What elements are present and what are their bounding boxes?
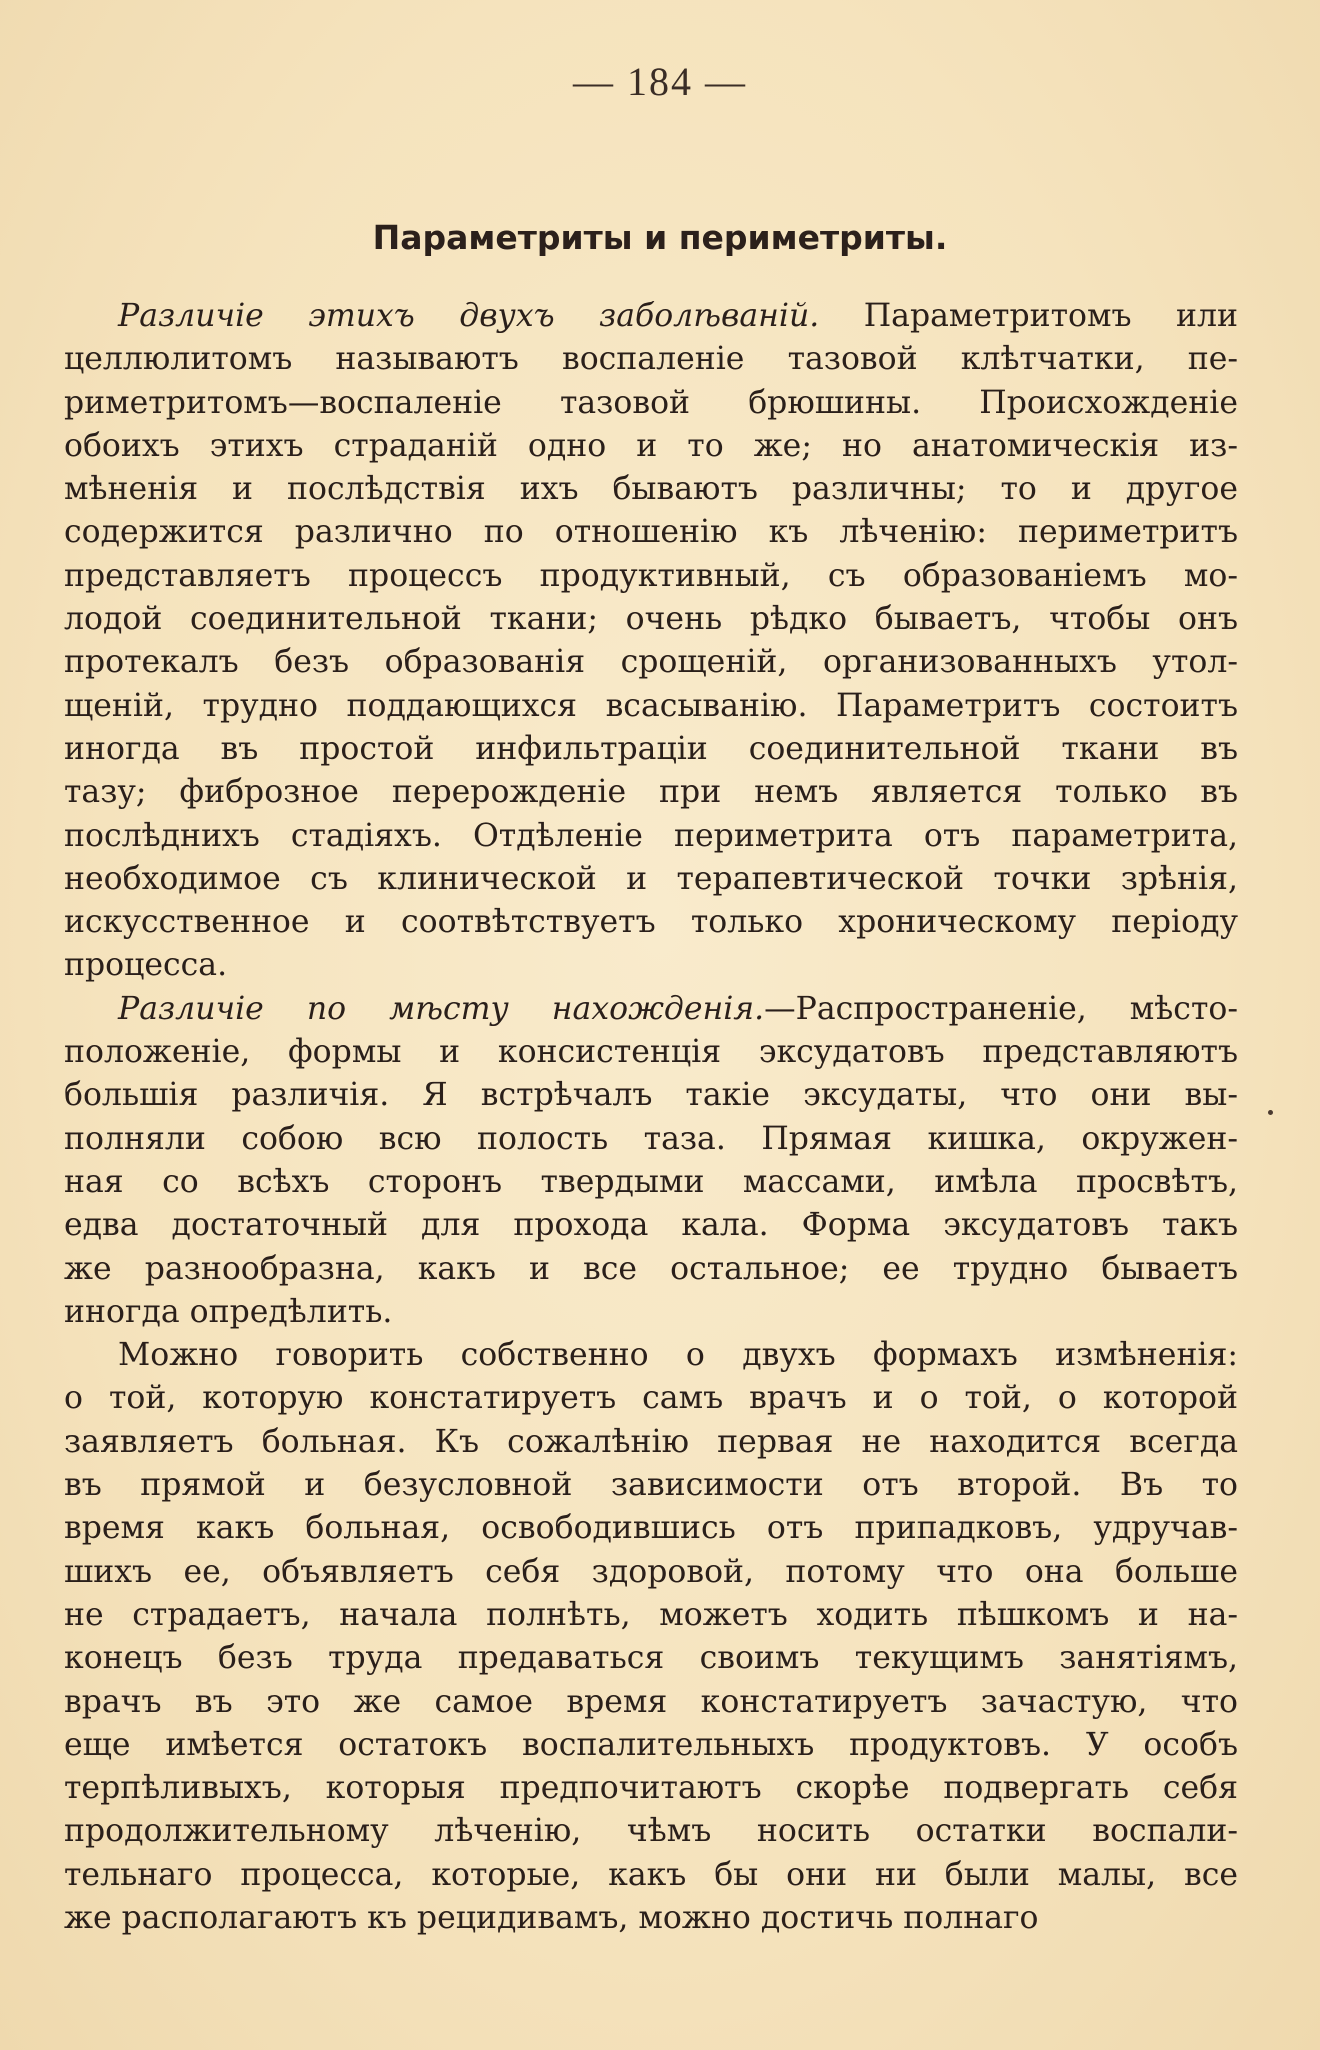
text-line [64,1031,1238,1074]
text-line [64,1161,1238,1204]
text-line [64,1074,1238,1117]
text-line [64,598,1238,641]
line-text: искусственное и соотвѣтствуетъ только хроническому періоду [64,904,1238,941]
line-text: еще имѣется остатокъ воспалительныхъ продуктовъ. У особъ [64,1726,1238,1763]
text-line [64,641,1238,684]
text-line [64,1248,1238,1291]
line-text: протекалъ безъ образованія срощеній, организованныхъ утол- [64,644,1238,681]
text-line [64,1334,1238,1377]
line-text: не страдаетъ, начала полнѣть, можетъ ходить пѣшкомъ и на- [64,1596,1238,1633]
text-line [64,771,1238,814]
line-text: риметритомъ—воспаленіе тазовой брюшины. Происхожденіе [64,384,1238,421]
line-text: же располагаютъ къ рецидивамъ, можно достичь полнаго [64,1899,1039,1936]
line-text: шихъ ее, объявляетъ себя здоровой, потому что она больше [64,1553,1238,1590]
text-line [64,1637,1238,1680]
text-line [64,1377,1238,1420]
line-text: продолжительному лѣченію, чѣмъ носить остатки воспали- [64,1813,1238,1850]
line-text: большія различія. Я встрѣчалъ такіе эксудаты, что они вы- [64,1077,1238,1114]
text-line [64,511,1238,554]
text-line [64,468,1238,511]
text-line [64,815,1238,858]
line-text: время какъ больная, освободившись отъ припадковъ, удручав- [64,1510,1238,1547]
line-text: лодой соединительной ткани; очень рѣдко бываетъ, чтобы онъ [64,601,1238,638]
line-text: терпѣливыхъ, которыя предпочитаютъ скорѣе подвергать себя [64,1770,1238,1807]
text-line [64,425,1238,468]
text-line [64,1810,1238,1853]
text-line [64,1594,1238,1637]
line-text: послѣднихъ стадіяхъ. Отдѣленіе периметрита отъ параметрита, [64,817,1238,854]
text-line [64,858,1238,901]
text-line [64,1724,1238,1767]
line-text: необходимое съ клинической и терапевтической точки зрѣнія, [64,860,1238,897]
text-line [64,555,1238,598]
text-line [64,1681,1238,1724]
line-text: Можно говорить собственно о двухъ формахъ измѣненія: [118,1337,1238,1374]
line-text: иногда въ простой инфильтраціи соединительной ткани въ [64,730,1238,767]
line-text: представляетъ процессъ продуктивный, съ образованіемъ мо- [64,557,1238,594]
paragraph [64,988,1238,1334]
paragraph [64,295,1238,988]
text-line [64,685,1238,728]
text-line [64,1897,1238,1940]
line-text: обоихъ этихъ страданій одно и то же; но анатомическія из- [64,427,1238,464]
line-text: целлюлитомъ называютъ воспаленіе тазовой клѣтчатки, пе- [64,341,1238,378]
line-text: ная со всѣхъ сторонъ твердыми массами, имѣла просвѣтъ, [64,1163,1238,1200]
line-text: мѣненія и послѣдствія ихъ бываютъ различны; то и другое [64,471,1238,508]
line-text: врачъ въ это же самое время констатируетъ зачастую, что [64,1683,1238,1720]
text-line [64,382,1238,425]
line-text: содержится различно по отношенію къ лѣченію: периметритъ [64,514,1238,551]
text-line [64,1421,1238,1464]
text-line [64,944,1238,987]
text-line [64,1767,1238,1810]
text-line [64,295,1238,338]
line-text: полняли собою всю полость таза. Прямая кишка, окружен- [64,1120,1238,1157]
line-text: заявляетъ больная. Къ сожалѣнію первая не находится всегда [64,1423,1238,1460]
text-line [64,901,1238,944]
line-text: щеній, трудно поддающихся всасыванію. Параметритъ состоитъ [64,687,1238,724]
text-line [64,1204,1238,1247]
body-text [64,295,1238,1940]
line-text: тельнаго процесса, которые, какъ бы они ни были малы, все [64,1856,1238,1893]
line-text: процесса. [64,947,228,984]
line-text: положеніе, формы и консистенція эксудатовъ представляютъ [64,1034,1238,1071]
line-text: иногда опредѣлить. [64,1293,393,1330]
text-line [64,1118,1238,1161]
page-number: — 184 — [573,59,747,104]
line-text: конецъ безъ труда предаваться своимъ текущимъ занятіямъ, [64,1640,1238,1677]
print-speck [1268,1110,1273,1115]
text-line [64,728,1238,771]
italic-run-in-heading: Различіе по мѣсту нахожденія. [118,990,765,1027]
text-line [64,1291,1238,1334]
text-line [64,338,1238,381]
italic-run-in-heading: Различіе этихъ двухъ заболѣваній. [118,298,820,334]
line-text: Параметритомъ или [819,298,1238,334]
text-line [64,988,1238,1031]
line-text: о той, которую констатируетъ самъ врачъ и о той, о которой [64,1380,1238,1417]
line-text: едва достаточный для прохода кала. Форма эксудатовъ такъ [64,1207,1238,1244]
line-text: въ прямой и безусловной зависимости отъ второй. Въ то [64,1467,1238,1504]
text-line [64,1507,1238,1550]
text-line [64,1551,1238,1594]
text-line [64,1464,1238,1507]
section-heading: Параметриты и периметриты. [372,218,948,257]
line-text: тазу; фиброзное перерожденіе при немъ является только въ [64,774,1238,811]
line-text: же разнообразна, какъ и все остальное; ее трудно бываетъ [64,1250,1238,1287]
line-text: —Распространеніе, мѣсто- [764,990,1238,1027]
text-line [64,1854,1238,1897]
paragraph [64,1334,1238,1940]
